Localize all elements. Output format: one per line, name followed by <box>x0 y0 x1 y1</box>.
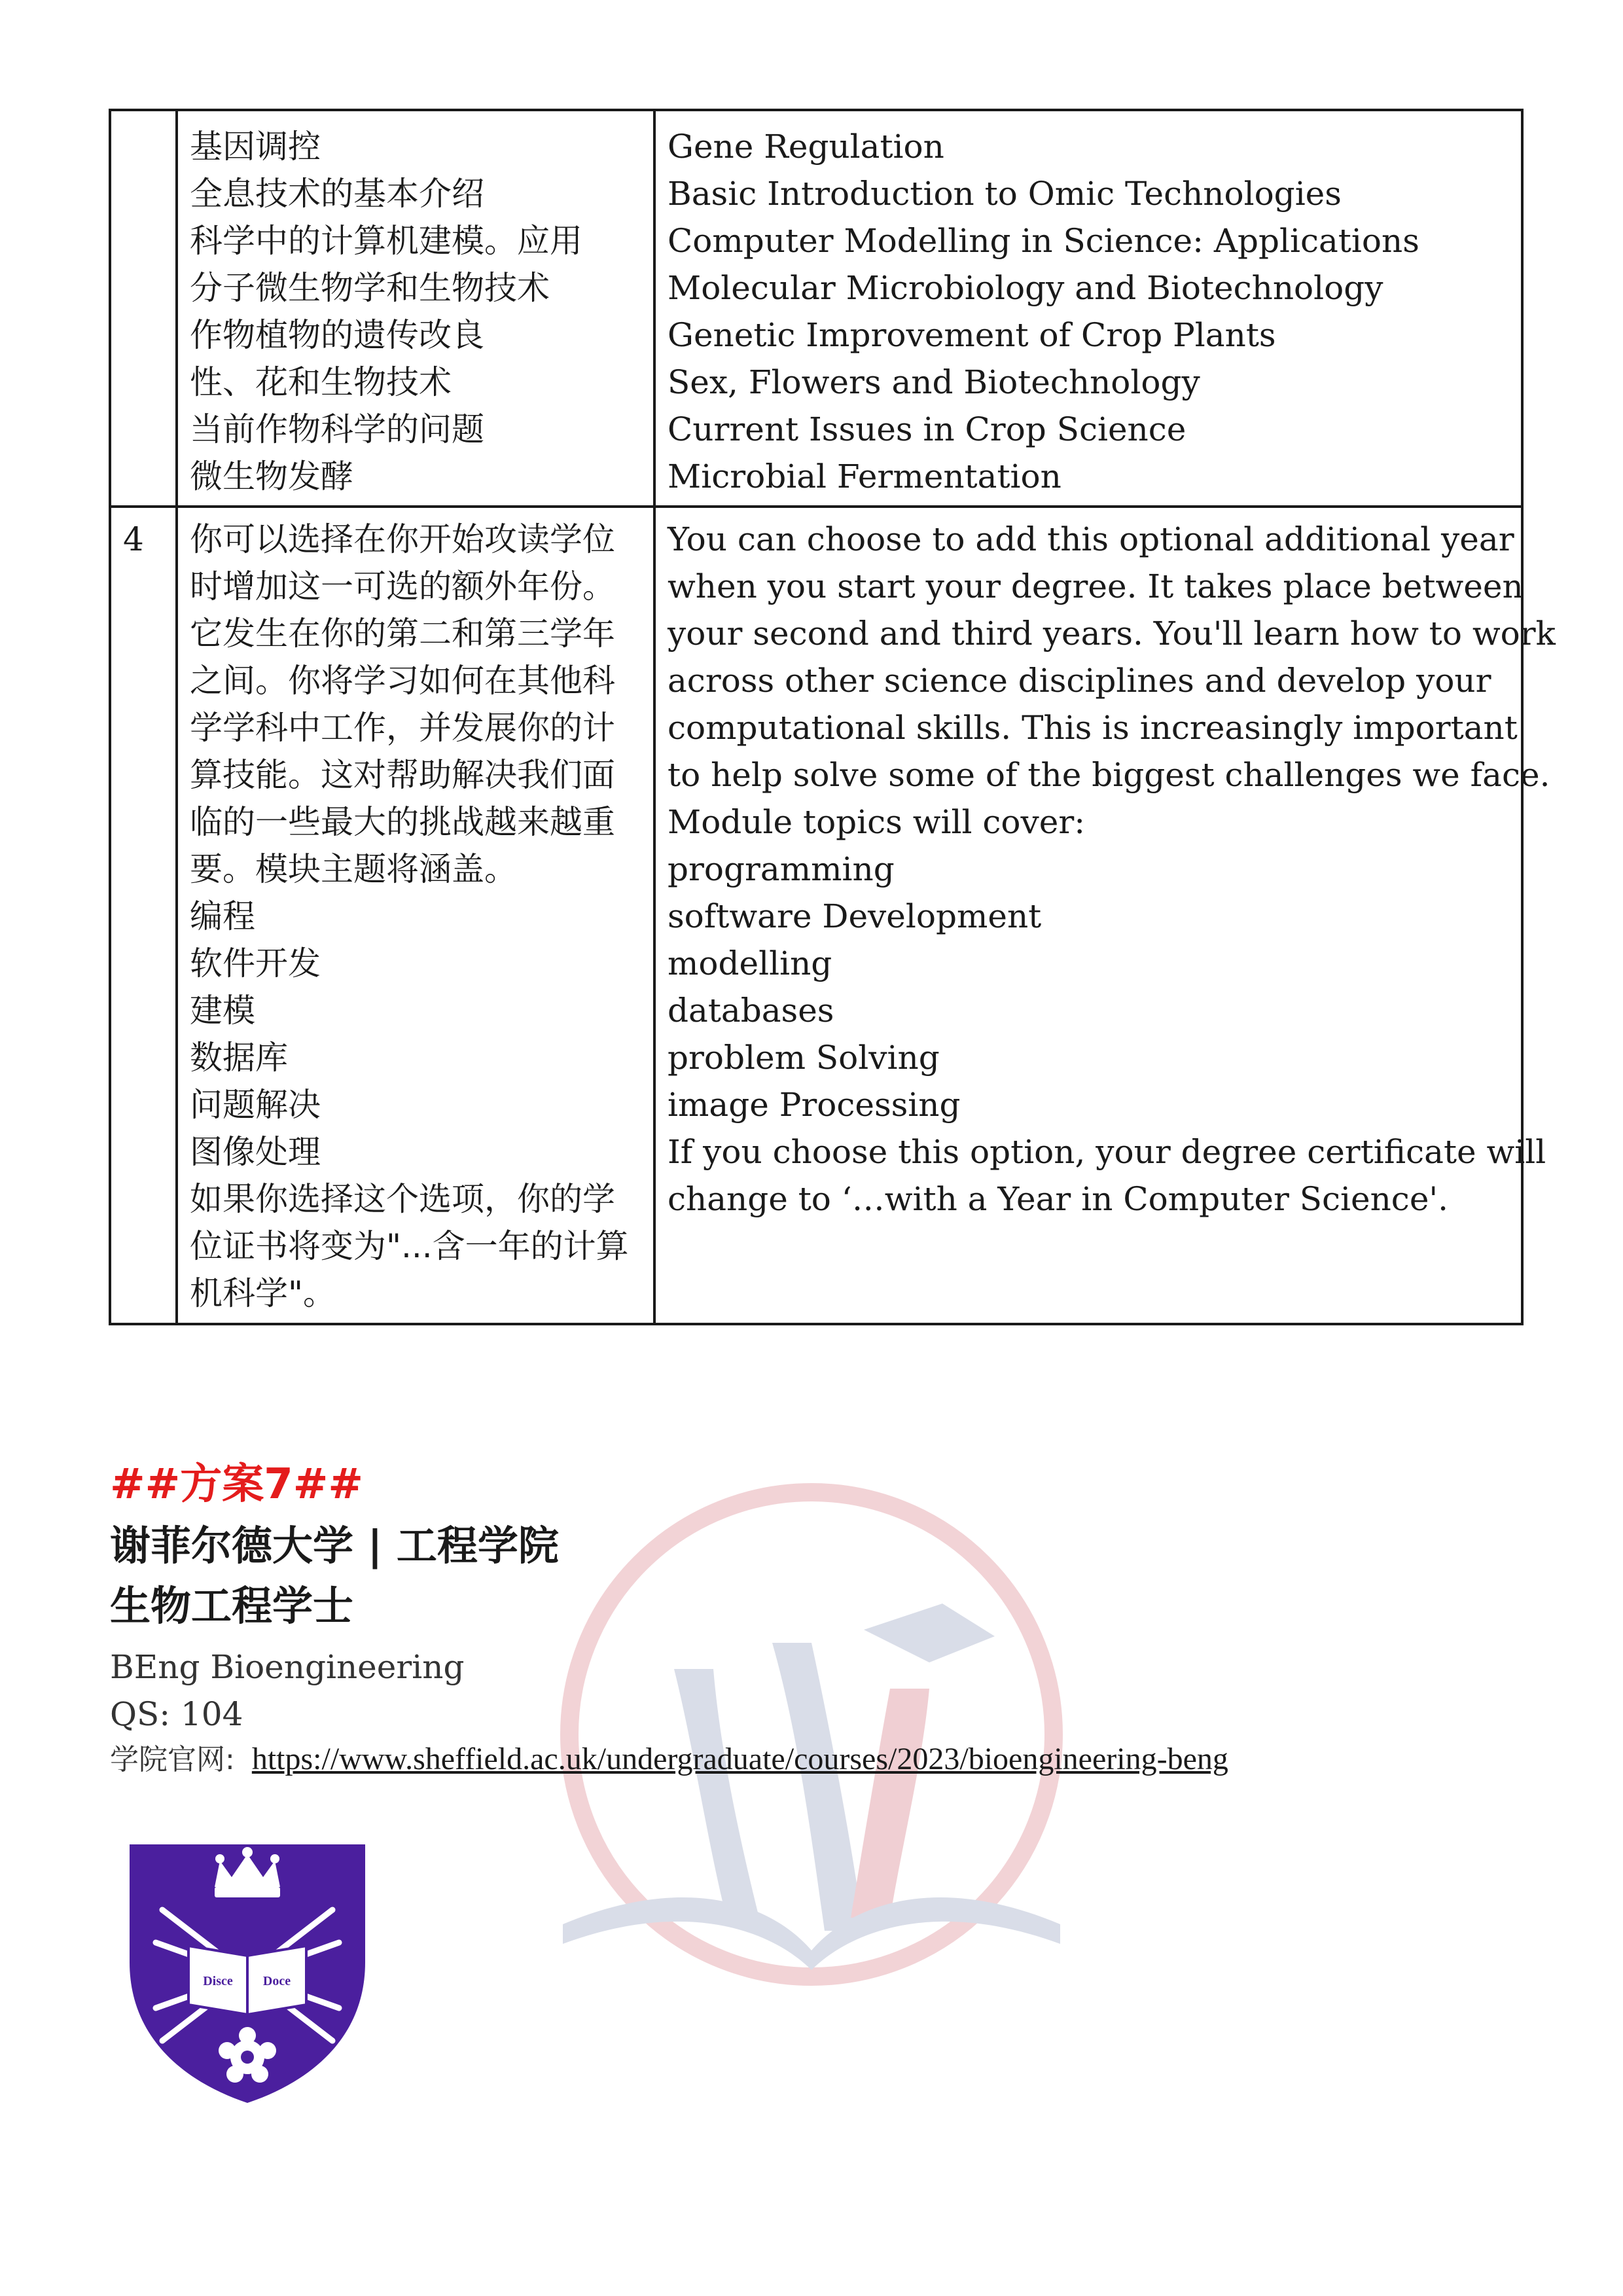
english-description-cell <box>654 507 1556 1324</box>
plan-heading: ##方案7## <box>110 1460 364 1509</box>
text-line: 它发生在你的第二和第三学年 <box>190 615 615 653</box>
year-cell: 4 <box>110 507 177 1324</box>
list-item: Gene Regulation <box>668 128 944 166</box>
university-title: 谢菲尔德大学 | 工程学院 <box>110 1522 559 1570</box>
text-line: 算技能。这对帮助解决我们面 <box>190 756 615 794</box>
list-item: Genetic Improvement of Crop Plants <box>668 316 1276 354</box>
chinese-description-cell <box>177 507 654 1324</box>
list-item: Sex, Flowers and Biotechnology <box>668 363 1200 401</box>
list-item: 当前作物科学的问题 <box>190 410 484 448</box>
website-link[interactable]: https://www.sheffield.ac.uk/undergraduate/courses/2023/bioengineering-beng <box>251 1742 1228 1776</box>
list-item: 基因调控 <box>190 128 321 166</box>
table-row <box>110 507 1522 1324</box>
list-item: Basic Introduction to Omic Technologies <box>668 175 1342 213</box>
text-line: If you choose this option, your degree certificate will <box>668 1133 1546 1171</box>
text-line: 位证书将变为"...含一年的计算 <box>190 1227 629 1265</box>
list-item: databases <box>668 992 834 1030</box>
text-line: Module topics will cover: <box>668 803 1086 841</box>
text-line: 你可以选择在你开始攻读学位 <box>190 520 615 558</box>
list-item: Computer Modelling in Science: Applications <box>668 222 1419 260</box>
list-item: image Processing <box>668 1086 961 1124</box>
text-line: 时增加这一可选的额外年份。 <box>190 567 615 605</box>
chinese-modules-cell <box>177 110 654 507</box>
text-line: You can choose to add this optional additional year <box>668 520 1514 558</box>
text-line: 临的一些最大的挑战越来越重 <box>190 803 615 841</box>
list-item: programming <box>668 850 895 888</box>
list-item: 分子微生物学和生物技术 <box>190 269 550 307</box>
list-item: 科学中的计算机建模。应用 <box>190 222 582 260</box>
text-line: to help solve some of the biggest challenges we face. <box>668 756 1550 794</box>
text-line: across other science disciplines and develop your <box>668 662 1491 700</box>
list-item: 编程 <box>190 897 255 935</box>
list-item: 全息技术的基本介绍 <box>190 175 484 213</box>
list-item: 问题解决 <box>190 1086 321 1124</box>
list-item: 性、花和生物技术 <box>190 363 452 401</box>
list-item: 建模 <box>190 992 255 1030</box>
list-item: software Development <box>668 897 1042 935</box>
university-crest-icon <box>116 1825 378 2106</box>
table-row <box>110 110 1522 507</box>
text-line: when you start your degree. It takes place between <box>668 567 1524 605</box>
list-item: problem Solving <box>668 1039 940 1077</box>
text-line: your second and third years. You'll learn how to work <box>668 615 1556 653</box>
course-table <box>109 109 1556 1325</box>
list-item: Microbial Fermentation <box>668 457 1061 495</box>
list-item: 作物植物的遗传改良 <box>190 316 484 354</box>
list-item: 软件开发 <box>190 944 321 982</box>
list-item: Current Issues in Crop Science <box>668 410 1186 448</box>
degree-english-name: BEng Bioengineering <box>110 1648 465 1686</box>
text-line: 之间。你将学习如何在其他科 <box>190 662 615 700</box>
text-line: computational skills. This is increasingly important <box>668 709 1518 747</box>
text-line: 如果你选择这个选项，你的学 <box>190 1180 615 1218</box>
list-item: Molecular Microbiology and Biotechnology <box>668 269 1383 307</box>
text-line: 机科学"。 <box>190 1274 336 1312</box>
year-cell <box>110 110 177 507</box>
degree-title: 生物工程学士 <box>110 1582 354 1630</box>
website-label: 学院官网: <box>110 1743 235 1776</box>
list-item: 数据库 <box>190 1039 288 1077</box>
crest-motto-right: Doce <box>262 1974 291 1988</box>
text-line: 学学科中工作，并发展你的计 <box>190 709 615 747</box>
text-line: change to ‘…with a Year in Computer Science'. <box>668 1180 1449 1218</box>
qs-ranking: QS: 104 <box>110 1695 243 1733</box>
list-item: 图像处理 <box>190 1133 321 1171</box>
english-modules-cell <box>654 110 1522 507</box>
website-line <box>110 1736 1228 1783</box>
crest-motto-left: Disce <box>203 1974 233 1988</box>
text-line: 要。模块主题将涵盖。 <box>190 850 517 888</box>
list-item: 微生物发酵 <box>190 457 353 495</box>
list-item: modelling <box>668 944 832 982</box>
